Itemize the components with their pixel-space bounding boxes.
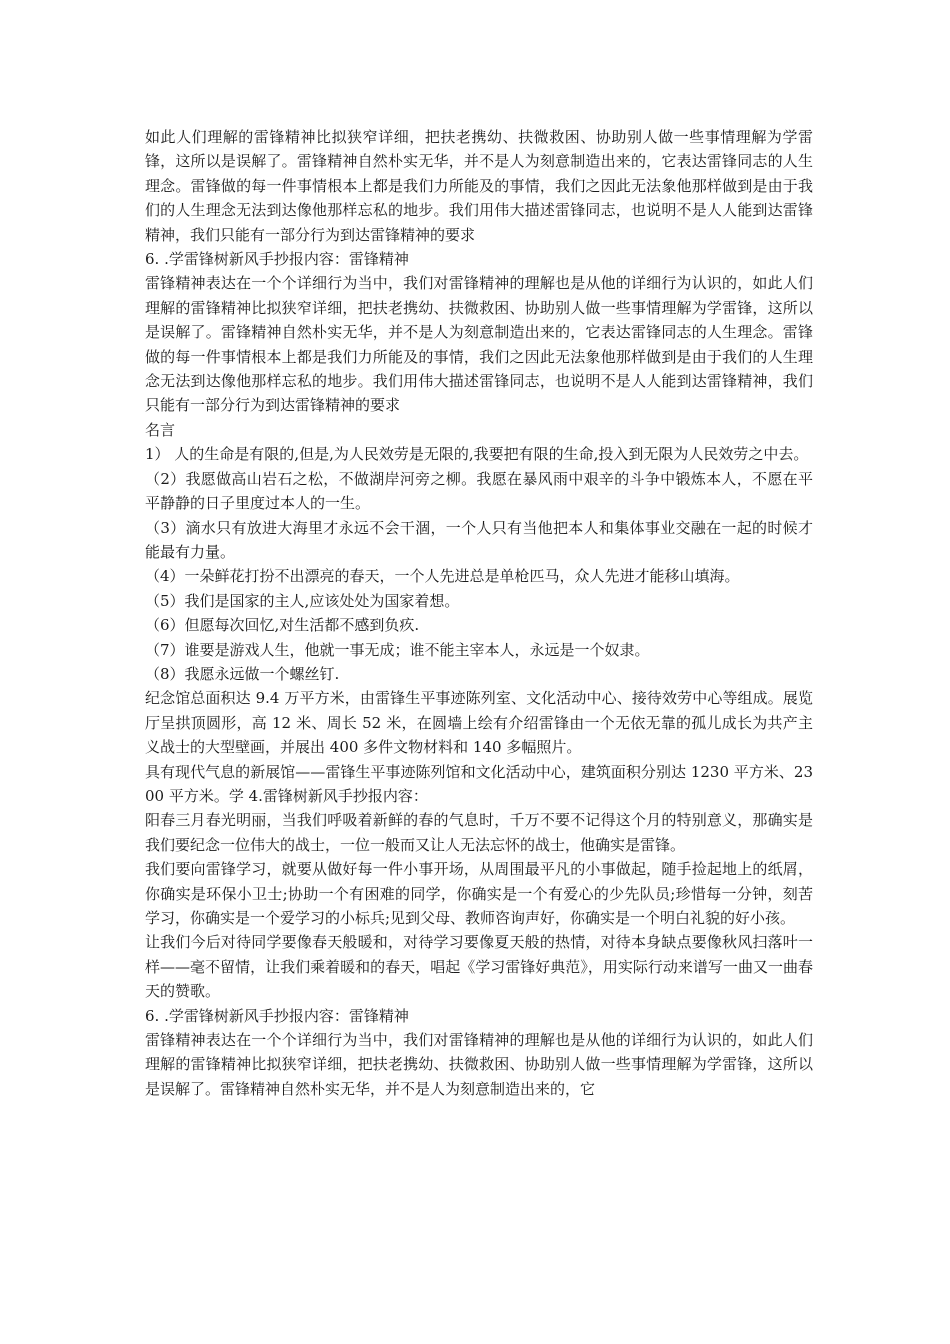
quote-6: （6）但愿每次回忆,对生活都不感到负疚. (145, 616, 420, 635)
paragraph-spring: 阳春三月春光明丽，当我们呼吸着新鲜的春的气息时，千万不要不记得这个月的特别意义，那确实是我们要纪念一位伟大的战士，一位一般而又让人无法忘怀的战士，他确实是雷锋。 (145, 811, 813, 854)
quote-1: 1） 人的生命是有限的,但是,为人民效劳是无限的,我要把有限的生命,投入到无限为人民效劳之中去。 (145, 445, 809, 464)
paragraph-last: 雷锋精神表达在一个个详细行为当中，我们对雷锋精神的理解也是从他的详细行为认识的，如此人们理解的雷锋精神比拟狭窄详细，把扶老携幼、扶微救困、协助别人做一些事情理解为学雷锋，这所以是误解了。雷锋精神自然朴实无华，并不是人为刻意制造出来的，它 (145, 1031, 813, 1098)
paragraph-2: 雷锋精神表达在一个个详细行为当中，我们对雷锋精神的理解也是从他的详细行为认识的，如此人们理解的雷锋精神比拟狭窄详细，把扶老携幼、扶微救困、协助别人做一些事情理解为学雷锋，这所以是误解了。雷锋精神自然朴实无华，并不是人为刻意制造出来的，它表达雷锋同志的人生理念。雷锋做的每一件事情根本上都是我们力所能及的事情，我们之因此无法象他那样做到是由于我们的人生理念无法到达像他那样忘私的地步。我们用伟大描述雷锋同志，也说明不是人人能到达雷锋精神，我们只能有一部分行为到达雷锋精神的要求 (145, 274, 813, 415)
quote-7: （7）谁要是游戏人生，他就一事无成；谁不能主宰本人，永远是一个奴隶。 (145, 640, 650, 659)
quote-4: （4）一朵鲜花打扮不出漂亮的春天，一个人先进总是单枪匹马，众人先进才能移山填海。 (145, 567, 740, 586)
section-heading-1: 6. .学雷锋树新风手抄报内容：雷锋精神 (145, 250, 409, 269)
paragraph-future: 让我们今后对待同学要像春天般暖和，对待学习要像夏天般的热情，对待本身缺点要像秋风扫落叶一样——毫不留情，让我们乘着暖和的春天，唱起《学习雷锋好典范》，用实际行动来谱写一曲又一曲春天的赞歌。 (145, 933, 813, 1001)
quote-3: （3）滴水只有放进大海里才永远不会干涸，一个人只有当他把本人和集体事业交融在一起的时候才能最有力量。 (145, 518, 813, 561)
quotes-heading: 名言 (145, 420, 176, 439)
document-page (145, 125, 813, 1101)
quote-8: （8）我愿永远做一个螺丝钉. (145, 664, 340, 683)
paragraph-memorial: 纪念馆总面积达 9.4 万平方米，由雷锋生平事迹陈列室、文化活动中心、接待效劳中心等组成。展览厅呈拱顶圆形，高 12 米、周长 52 米，在圆墙上绘有介绍雷锋由一个无依无靠的孤儿成长为共产主义战士的大型壁画，并展出 400 多件文物材料和 140 多幅照片。 (145, 689, 813, 757)
quote-2: （2）我愿做高山岩石之松，不做湖岸河旁之柳。我愿在暴风雨中艰辛的斗争中锻炼本人，不愿在平平静静的日子里度过本人的一生。 (145, 469, 813, 513)
quote-5: （5）我们是国家的主人,应该处处为国家着想。 (145, 591, 460, 610)
section-heading-2: 6. .学雷锋树新风手抄报内容：雷锋精神 (145, 1006, 409, 1025)
paragraph-1: 如此人们理解的雷锋精神比拟狭窄详细，把扶老携幼、扶微救困、协助别人做一些事情理解为学雷锋，这所以是误解了。雷锋精神自然朴实无华，并不是人为刻意制造出来的，它表达雷锋同志的人生理念。雷锋做的每一件事情根本上都是我们力所能及的事情，我们之因此无法象他那样做到是由于我们的人生理念无法到达像他那样忘私的地步。我们用伟大描述雷锋同志，也说明不是人人能到达雷锋精神，我们只能有一部分行为到达雷锋精神的要求 (145, 128, 813, 244)
paragraph-learn: 我们要向雷锋学习，就要从做好每一件小事开场，从周围最平凡的小事做起，随手捡起地上的纸屑，你确实是环保小卫士;协助一个有困难的同学，你确实是一个有爱心的少先队员;珍惜每一分钟，刻苦学习，你确实是一个爱学习的小标兵;见到父母、教师咨询声好，你确实是一个明白礼貌的好小孩。 (145, 860, 813, 927)
paragraph-new-hall: 具有现代气息的新展馆——雷锋生平事迹陈列馆和文化活动中心，建筑面积分别达 1230 平方米、2300 平方米。学 4.雷锋树新风手抄报内容： (145, 762, 813, 805)
